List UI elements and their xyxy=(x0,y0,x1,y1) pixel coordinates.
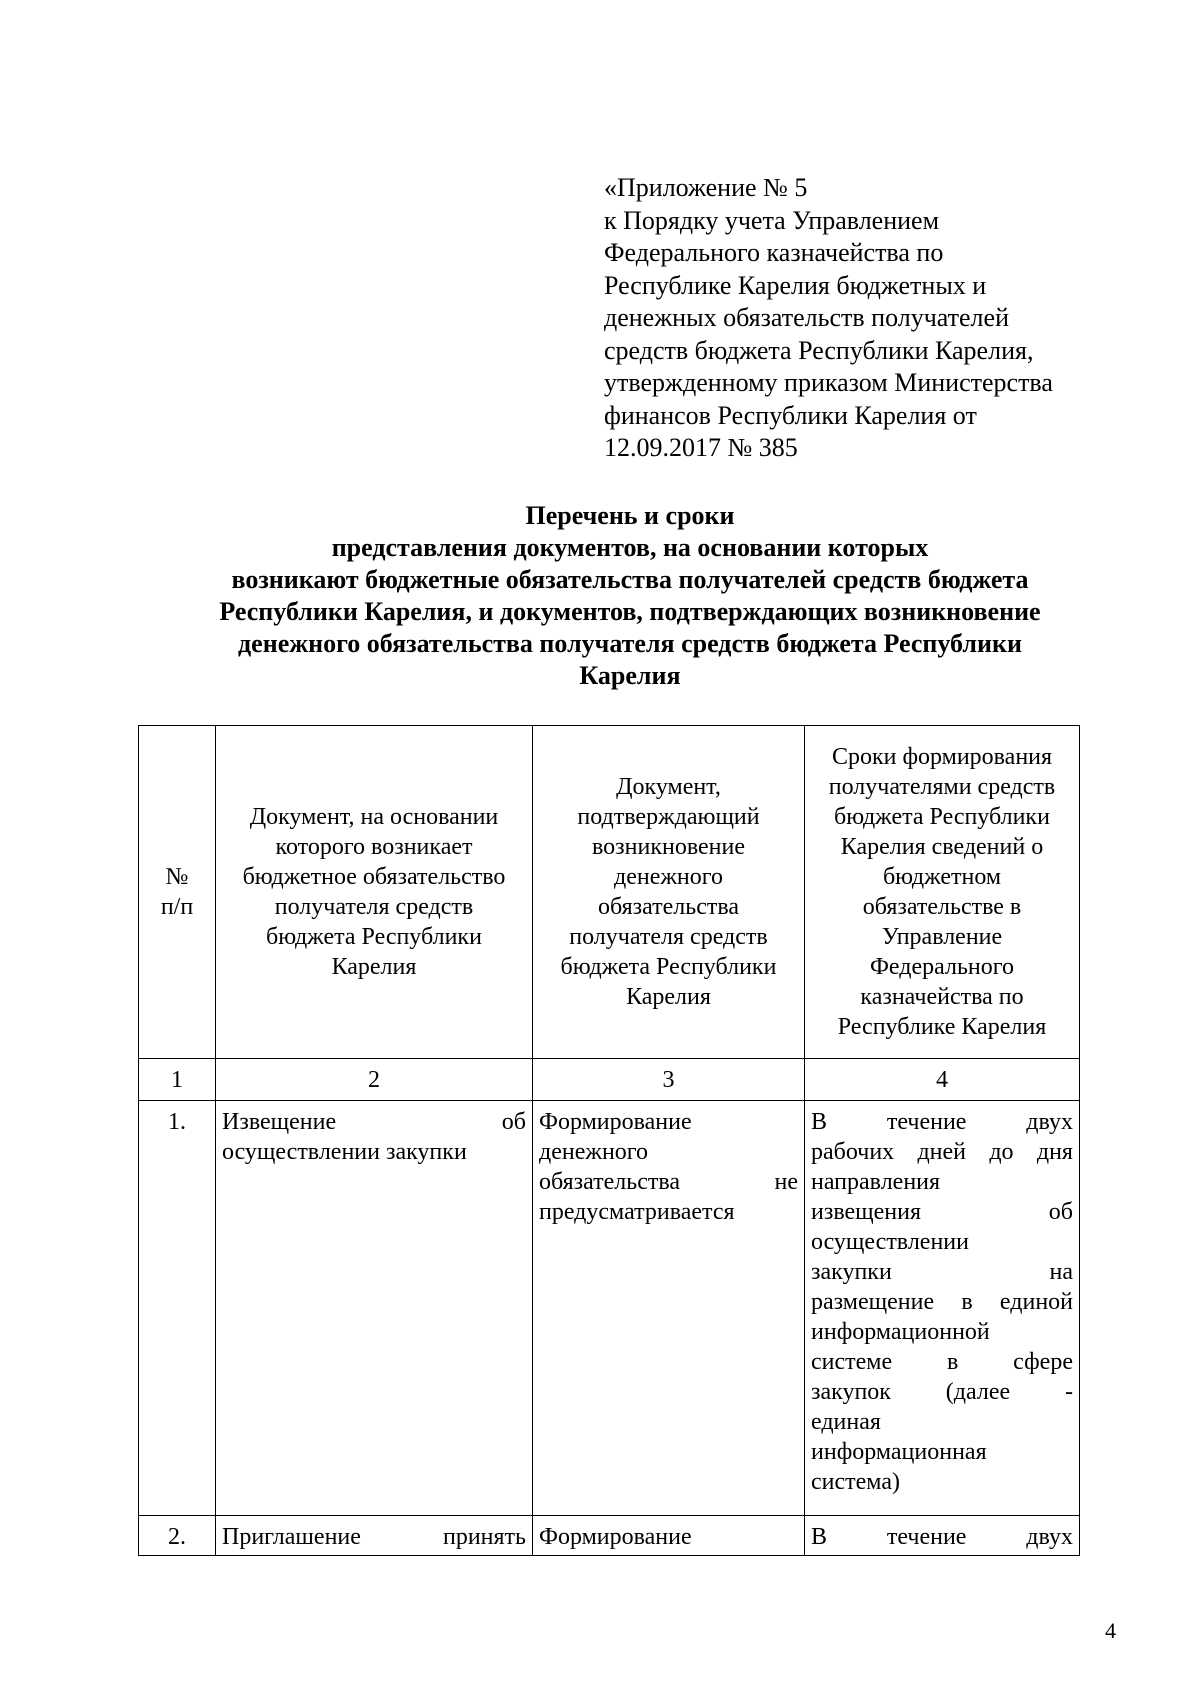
header-line: получателями средств xyxy=(828,774,1056,800)
header-line: п/п xyxy=(160,894,194,920)
title-line: Перечень и сроки xyxy=(525,501,735,530)
appendix-line: к Порядку учета Управлением xyxy=(604,205,940,235)
header-line: подтверждающий xyxy=(577,804,760,830)
header-line: № xyxy=(165,864,189,890)
column-number: 4 xyxy=(805,1059,1080,1101)
word: рабочих xyxy=(811,1139,895,1165)
row-terms xyxy=(805,1516,1080,1556)
cell-line xyxy=(539,1137,798,1167)
header-line: бюджетное обязательство xyxy=(242,864,506,890)
appendix-line: средств бюджета Республики Карелия, xyxy=(604,335,1034,365)
cell-line xyxy=(539,1167,798,1197)
cell-line xyxy=(539,1107,798,1137)
header-line: Карелия сведений о xyxy=(840,834,1044,860)
column-number: 3 xyxy=(533,1059,805,1101)
header-line: бюджетном xyxy=(882,864,1002,890)
cell-line xyxy=(811,1467,1073,1497)
header-line: казначейства по xyxy=(860,984,1024,1010)
row-basis-document xyxy=(216,1516,533,1556)
documents-table xyxy=(138,725,1080,1556)
word: системе xyxy=(811,1349,893,1375)
word: В xyxy=(811,1109,828,1135)
row-number: 2. xyxy=(139,1516,216,1556)
table-row xyxy=(139,1101,1080,1516)
document-title xyxy=(130,500,1130,692)
cell-line xyxy=(811,1257,1073,1287)
word: Извещение xyxy=(222,1109,337,1135)
word: дней xyxy=(917,1139,967,1165)
cell-line xyxy=(539,1197,798,1227)
header-line: Сроки формирования xyxy=(831,744,1053,770)
word: осуществлении xyxy=(811,1229,969,1255)
word: течение xyxy=(886,1109,967,1135)
header-cell-basis-document xyxy=(216,726,533,1059)
appendix-line: 12.09.2017 № 385 xyxy=(604,433,798,462)
title-line: возникают бюджетные обязательства получателей средств бюджета xyxy=(231,565,1029,594)
word: принять xyxy=(442,1524,526,1550)
table-row xyxy=(139,1516,1080,1556)
word: дня xyxy=(1036,1139,1073,1165)
header-line: Карелия xyxy=(626,984,711,1010)
word: закупок xyxy=(811,1379,891,1405)
title-line: Республики Карелия, и документов, подтверждающих возникновение xyxy=(219,597,1041,626)
appendix-line: «Приложение № 5 xyxy=(604,173,808,202)
word: единая xyxy=(811,1409,881,1435)
header-line: бюджета Республики xyxy=(266,924,482,950)
word: в xyxy=(946,1349,959,1375)
header-line: денежного xyxy=(613,864,724,890)
cell-line xyxy=(811,1107,1073,1137)
word: предусматривается xyxy=(539,1199,735,1225)
appendix-line: Республике Карелия бюджетных и xyxy=(604,270,987,300)
word: об xyxy=(501,1109,526,1135)
page-number: 4 xyxy=(1105,1618,1116,1643)
word: течение xyxy=(886,1524,967,1550)
word: двух xyxy=(1026,1109,1073,1135)
header-line: Карелия xyxy=(331,954,417,980)
appendix-line: утвержденному приказом Министерства xyxy=(604,368,1053,397)
word: направления xyxy=(811,1169,941,1195)
title-line: Карелия xyxy=(579,661,681,690)
word: двух xyxy=(1026,1524,1073,1550)
column-number: 1 xyxy=(139,1059,216,1101)
column-number: 2 xyxy=(216,1059,533,1101)
column-number-row xyxy=(139,1059,1080,1101)
appendix-line: финансов Республики Карелия от xyxy=(604,400,977,430)
title-line: денежного обязательства получателя средств бюджета Республики xyxy=(238,629,1022,658)
cell-line xyxy=(811,1377,1073,1407)
header-line: которого возникает xyxy=(275,834,473,860)
cell-line xyxy=(222,1522,526,1552)
word: система) xyxy=(811,1469,900,1495)
appendix-line: Федерального казначейства по xyxy=(604,238,944,267)
header-line: обязательства xyxy=(597,894,740,920)
cell-line xyxy=(811,1317,1073,1347)
appendix-reference xyxy=(604,172,1124,465)
word: закупки xyxy=(811,1259,892,1285)
cell-line xyxy=(811,1347,1073,1377)
cell-line xyxy=(811,1522,1073,1552)
table-header-row xyxy=(139,726,1080,1059)
row-terms xyxy=(805,1101,1080,1516)
title-line: представления документов, на основании которых xyxy=(331,533,929,562)
word: об xyxy=(1048,1199,1073,1225)
header-line: возникновение xyxy=(591,834,746,860)
word: (далее xyxy=(945,1379,1011,1405)
cell-line xyxy=(811,1227,1073,1257)
row-basis-document xyxy=(216,1101,533,1516)
cell-line xyxy=(811,1407,1073,1437)
header-cell-confirming-document xyxy=(533,726,805,1059)
row-confirming-document xyxy=(533,1101,805,1516)
word: денежного xyxy=(539,1139,649,1165)
word: информационной xyxy=(811,1319,990,1345)
word: единой xyxy=(999,1289,1073,1315)
header-line: Документ, xyxy=(616,774,721,800)
header-line: Республике Карелия xyxy=(837,1014,1047,1040)
cell-line xyxy=(811,1137,1073,1167)
appendix-line: денежных обязательств получателей xyxy=(604,303,1009,332)
row-number: 1. xyxy=(139,1101,216,1516)
word: - xyxy=(1064,1379,1073,1405)
header-line: бюджета Республики xyxy=(560,954,777,980)
word: на xyxy=(1049,1259,1073,1285)
header-line: Документ, на основании xyxy=(249,804,499,830)
word: до xyxy=(989,1139,1014,1165)
cell-line xyxy=(811,1197,1073,1227)
word: извещения xyxy=(811,1199,922,1225)
word: Формирование xyxy=(539,1109,692,1135)
cell-line xyxy=(222,1107,526,1137)
header-line: получателя средств xyxy=(569,924,768,950)
cell-line xyxy=(811,1167,1073,1197)
word: сфере xyxy=(1013,1349,1073,1375)
header-cell-number xyxy=(139,726,216,1059)
cell-line xyxy=(811,1287,1073,1317)
header-cell-terms xyxy=(805,726,1080,1059)
word: в xyxy=(961,1289,973,1315)
header-line: бюджета Республики xyxy=(834,804,1050,830)
cell-line xyxy=(539,1522,798,1552)
header-line: обязательстве в xyxy=(862,894,1022,920)
word: обязательства xyxy=(539,1169,681,1195)
word: информационная xyxy=(811,1439,987,1465)
word: не xyxy=(774,1169,798,1195)
word: осуществлении закупки xyxy=(222,1139,467,1165)
cell-line xyxy=(222,1137,526,1167)
header-line: Управление xyxy=(881,924,1003,950)
word: размещение xyxy=(811,1289,935,1315)
word: Формирование xyxy=(539,1524,692,1550)
word: В xyxy=(811,1524,828,1550)
row-confirming-document xyxy=(533,1516,805,1556)
header-line: получателя средств xyxy=(274,894,474,920)
cell-line xyxy=(811,1437,1073,1467)
header-line: Федерального xyxy=(869,954,1015,980)
word: Приглашение xyxy=(222,1524,361,1550)
